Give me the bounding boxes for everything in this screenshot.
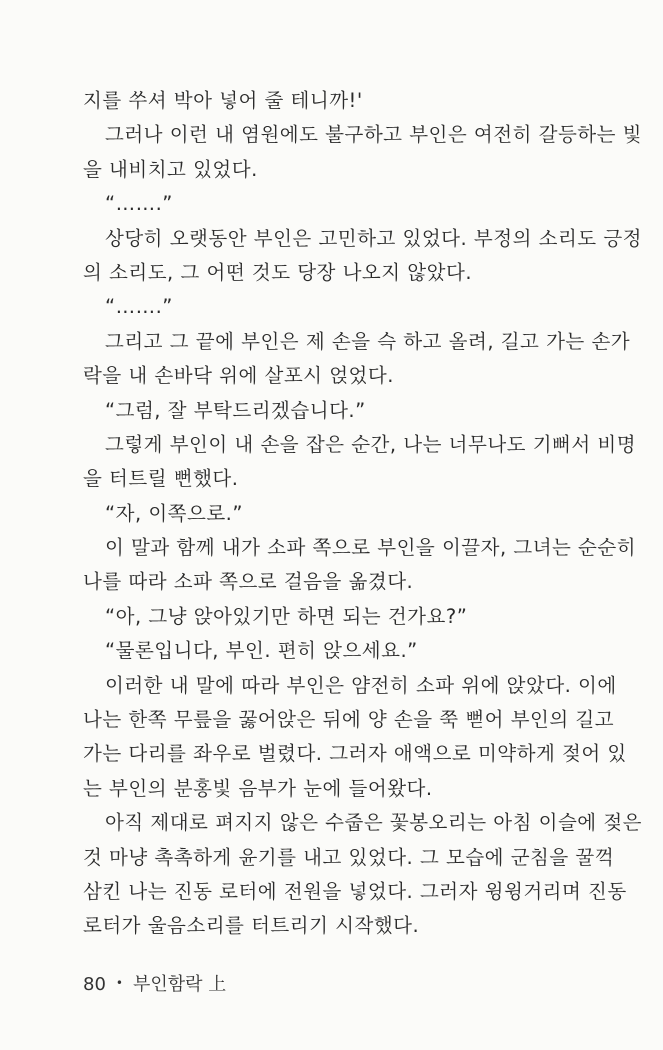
paragraph — [83, 394, 607, 428]
paragraph — [83, 325, 631, 394]
text-line: “…….” — [105, 192, 173, 216]
text-line: 지를 쑤셔 박아 넣어 줄 테니까!' — [83, 89, 363, 112]
page-number: 80 — [83, 974, 106, 995]
text-line: “아, 그냥 앉아있기만 하면 되는 건가요?” — [105, 604, 468, 628]
text-line: 는 부인의 분홍빛 음부가 눈에 들어왔다. — [83, 776, 433, 800]
text-line: 그러나 이런 내 염원에도 불구하고 부인은 여전히 갈등하는 빛 — [105, 123, 643, 147]
text-line: “물론입니다, 부인. 편히 앉으세요.” — [105, 639, 418, 663]
text-line: 것 마냥 촉촉하게 윤기를 내고 있었다. 그 모습에 군침을 꿀꺽 — [83, 845, 615, 869]
paragraph — [83, 600, 607, 634]
paragraph — [83, 290, 607, 324]
text-line: 나는 한쪽 무릎을 꿇어앉은 뒤에 양 손을 쭉 뻗어 부인의 길고 — [83, 708, 615, 732]
text-line: 이러한 내 말에 따라 부인은 얌전히 소파 위에 앉았다. 이에 — [105, 673, 617, 697]
paragraph — [83, 118, 643, 187]
paragraph — [83, 187, 607, 221]
paragraph — [83, 428, 637, 497]
text-line: 의 소리도, 그 어떤 것도 당장 나오지 않았다. — [83, 260, 473, 284]
paragraph — [83, 497, 607, 531]
text-line: “자, 이쪽으로.” — [105, 501, 243, 525]
text-line: 이 말과 함께 내가 소파 쪽으로 부인을 이끌자, 그녀는 순순히 — [105, 536, 637, 560]
text-line: 락을 내 손바닥 위에 살포시 얹었다. — [83, 364, 394, 388]
text-line: 아직 제대로 펴지지 않은 수줍은 꽃봉오리는 아침 이슬에 젖은 — [105, 811, 643, 835]
text-line: 그렇게 부인이 내 손을 잡은 순간, 나는 너무나도 기뻐서 비명 — [105, 432, 637, 456]
text-line: 을 터트릴 뻔했다. — [83, 467, 239, 491]
book-title: 부인함락 上 — [132, 974, 227, 995]
text-line: 나를 따라 소파 쪽으로 걸음을 옮겼다. — [83, 570, 414, 594]
text-line: 그리고 그 끝에 부인은 제 손을 슥 하고 올려, 길고 가는 손가 — [105, 329, 631, 353]
paragraph — [83, 84, 607, 118]
text-line: 을 내비치고 있었다. — [83, 157, 258, 181]
paragraph — [83, 531, 637, 600]
paragraph — [83, 669, 627, 807]
text-line: 삼킨 나는 진동 로터에 전원을 넣었다. 그러자 윙윙거리며 진동 — [83, 879, 627, 903]
text-line: 가는 다리를 좌우로 벌렸다. 그러자 애액으로 미약하게 젖어 있 — [83, 742, 627, 766]
text-line: 상당히 오랫동안 부인은 고민하고 있었다. 부정의 소리도 긍정 — [105, 226, 643, 250]
body-text — [83, 84, 643, 944]
text-line: “그럼, 잘 부탁드리겠습니다.” — [105, 398, 366, 422]
paragraph — [83, 634, 607, 668]
page-footer — [83, 970, 226, 996]
text-line: 로터가 울음소리를 터트리기 시작했다. — [83, 914, 420, 938]
text-line: “…….” — [105, 295, 173, 319]
footer-separator: • — [115, 976, 123, 990]
paragraph — [83, 806, 643, 944]
paragraph — [83, 222, 643, 291]
